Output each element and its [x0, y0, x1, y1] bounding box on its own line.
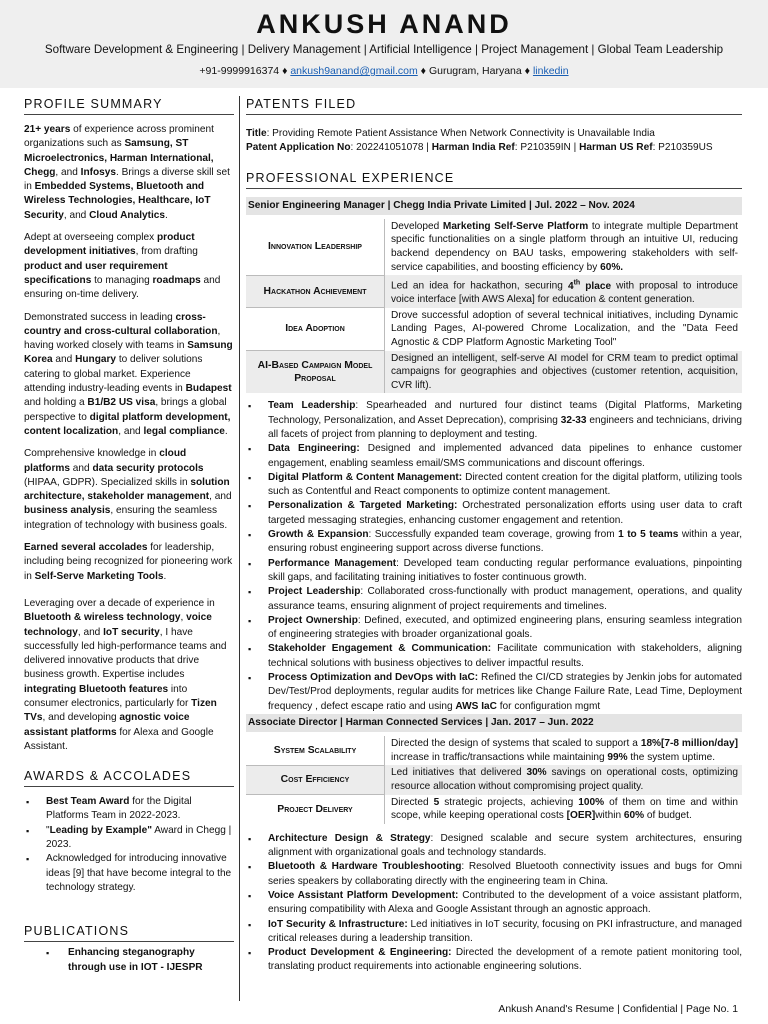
- candidate-name: ANKUSH ANAND: [256, 9, 512, 39]
- harman-highlights-table: [246, 736, 742, 824]
- profile-paragraph-5: Earned several accolades for leadership, including being recognized for pioneering work in Self-Serve Marketing Tools.: [24, 542, 233, 582]
- table-row: [246, 308, 742, 351]
- location: Gurugram, Haryana: [428, 65, 522, 77]
- profile-paragraph-6: Leveraging over a decade of experience in Bluetooth & wireless technology, voice technology, and IoT security, I have successfully led high-performance teams and delivered innovative products that drive business growth. Expertise includes integrating Bluetooth features into consumer electronics, particularly for Tizen TVs, and developing agnostic voice assistant platforms for Alexa and Google Assistant.: [24, 597, 227, 752]
- publications-heading: PUBLICATIONS: [24, 923, 234, 942]
- table-value: Developed Marketing Self-Serve Platform to integrate multiple Department specific functionalities on a single platform through an intuitive UI, reducing backend dependency on BAU tasks, empowering stakeholders with self-service capabilities, and boosting efficiency by 60%.: [385, 219, 743, 275]
- harman-bullets: [246, 832, 742, 975]
- awards-heading: AWARDS & ACCOLADES: [24, 768, 234, 787]
- job-header-harman: Associate Director | Harman Connected Services | Jan. 2017 – Jun. 2022: [246, 714, 742, 732]
- table-key: Idea Adoption: [246, 308, 385, 351]
- table-value: Led initiatives that delivered 30% savings on operational costs, optimizing resource allocation without compromising project quality.: [385, 765, 743, 794]
- patent-title-line: Title: Providing Remote Patient Assistance When Network Connectivity is Unavailable India: [246, 128, 655, 139]
- email-link[interactable]: ankush9anand@gmail.com: [290, 65, 418, 77]
- list-item: ▪ Product Development & Engineering: Directed the development of a remote patient monitoring tool, translating product requirements into actionable engineering solutions.: [246, 946, 742, 975]
- linkedin-link[interactable]: linkedin: [532, 65, 569, 77]
- list-item: ▪ Team Leadership: Spearheaded and nurtured four distinct teams (Digital Platforms, Marketing Technology, Personalization, and Asset Deprecation), comprising 32-33 engineers and technicians, driving all facets of project from planning to deployment and testing.: [246, 399, 742, 442]
- table-row: [246, 351, 742, 394]
- table-value: Led an idea for hackathon, securing 4th place with proposal to introduce voice interface [with AWS Alexa] for education & content generation.: [385, 275, 743, 308]
- job-header-chegg: Senior Engineering Manager | Chegg India Private Limited | Jul. 2022 – Nov. 2024: [246, 197, 742, 215]
- list-item: ▪ Enhancing steganography through use in IOT - IJESPR: [24, 946, 234, 975]
- table-row: [246, 795, 742, 824]
- table-key: Project Delivery: [277, 803, 353, 815]
- profile-summary-heading: PROFILE SUMMARY: [24, 96, 234, 115]
- list-item: ▪ Project Ownership: Defined, executed, and optimized engineering plans, ensuring seamless integration of engineering strategies with broader organizational goals.: [246, 614, 742, 643]
- publications-list: [24, 946, 234, 975]
- table-value: Drove successful adoption of several technical initiatives, including Dynamic Landing Pages, AI-powered Chrome Localization, and the "Data Feed Agnostic & CDP Platform Agnostic Marketing Tool": [385, 308, 743, 351]
- list-item: ▪ Stakeholder Engagement & Communication: Facilitate communication with stakeholders, aligning technical solutions with business objectives to deliver impactful results.: [246, 642, 742, 671]
- table-value: Directed the design of systems that scaled to support a 18%[7-8 million/day] increase in traffic/transactions while maintaining 99% the system uptime.: [385, 736, 743, 765]
- chegg-highlights-table: [246, 219, 742, 393]
- table-value: Designed an intelligent, self-serve AI model for CRM team to predict optimal campaigns for geographies and objectives (customer retention, acquisition, CVR lift).: [385, 351, 743, 394]
- table-key: Cost Efficiency: [246, 765, 385, 794]
- table-row: [246, 219, 742, 275]
- diamond-separator-icon: ♦: [524, 65, 531, 77]
- list-item: ▪ Bluetooth & Hardware Troubleshooting: Resolved Bluetooth connectivity issues and bugs for Omni series speakers by collaborating directly with the engineering team in China.: [246, 860, 742, 889]
- list-item: ▪ IoT Security & Infrastructure: Led initiatives in IoT security, focusing on PKI infrastructure, and managed critical releases during a leadership transition.: [246, 918, 742, 947]
- phone: +91-9999916374: [199, 65, 280, 77]
- table-row: [246, 765, 742, 794]
- table-row: [246, 275, 742, 308]
- patent-refs-line: Patent Application No: 202241051078 | Harman India Ref: P210359IN | Harman US Ref: P210359US: [246, 142, 713, 154]
- profile-paragraph-2: Adept at overseeing complex product development initiatives, from drafting product and user requirement specifications to managing roadmaps and ensuring on-time delivery.: [24, 232, 221, 301]
- diamond-separator-icon: ♦: [282, 65, 288, 77]
- patents-heading: PATENTS FILED: [246, 96, 742, 115]
- list-item: ▪ Digital Platform & Content Management: Directed content creation for the digital platform, utilizing tools such as Contentful and React components to optimize content management.: [246, 471, 742, 500]
- list-item: ▪ Best Team Award for the Digital Platforms Team in 2022-2023.: [24, 795, 234, 824]
- list-item: ▪ Voice Assistant Platform Development: Contributed to the development of a voice assistant platform, ensuring compatibility with Alexa and Google Assistant through an agnostic approach.: [246, 889, 742, 918]
- column-divider: [239, 96, 240, 1001]
- chegg-bullets: [246, 399, 742, 714]
- list-item: ▪ "Leading by Example" Award in Chegg | 2023.: [24, 824, 234, 853]
- awards-list: [24, 795, 234, 895]
- table-key: Innovation Leadership: [246, 219, 385, 275]
- contact-line: [0, 65, 768, 77]
- list-item: ▪ Process Optimization and DevOps with IaC: Refined the CI/CD strategies by Jenkin jobs for automated Dev/Test/Prod deployments, regular audits for metrices like Change Failure Rate, Lead Time, Deployment frequency , defect escape ratio and using AWS IaC for configuration mgmt: [246, 671, 742, 714]
- list-item: ▪ Growth & Expansion: Successfully expanded team coverage, growing from 1 to 5 teams within a year, ensuring robust engineering support across diverse functions.: [246, 528, 742, 557]
- resume-header: [0, 0, 768, 88]
- left-column: [24, 94, 234, 975]
- list-item: ▪ Performance Management: Developed team conducting regular performance evaluations, pinpointing skill gaps, and facilitating training initiatives to foster continuous growth.: [246, 557, 742, 586]
- table-value: Directed 5 strategic projects, achieving 100% of them on time and within scope, while keeping operational costs [OER]within 60% of budget.: [385, 795, 743, 824]
- table-key: AI-Based Campaign Model Proposal: [246, 351, 385, 394]
- profile-paragraph-4: Comprehensive knowledge in cloud platforms and data security protocols (HIPAA, GDPR). Specialized skills in solution architecture, stakeholder management, and business analysis, ensuring the seamless integration of technology with business goals.: [24, 448, 232, 531]
- list-item: ▪ Personalization & Targeted Marketing: Orchestrated personalization efforts using user data to craft targeted messaging strategies, enhancing customer engagement and retention.: [246, 499, 742, 528]
- diamond-separator-icon: ♦: [420, 65, 427, 77]
- list-item: ▪ Project Leadership: Collaborated cross-functionally with product management, operations, and quality assurance teams, ensuring alignment of project requirements and timelines.: [246, 585, 742, 614]
- list-item: ▪ Data Engineering: Designed and implemented advanced data pipelines to enhance customer engagement, enabling seamless email/SMS communications and discount offerings.: [246, 442, 742, 471]
- table-row: [246, 736, 742, 765]
- table-key: System Scalability: [246, 736, 385, 765]
- profile-paragraph-3: Demonstrated success in leading cross-country and cross-cultural collaboration, having worked closely with teams in Samsung Korea and Hungary to deliver solutions catering to global market. Experience attending industry-leading events in Budapest and holding a B1/B2 US visa, brings a global perspective to digital platform development, content localization, and legal compliance.: [24, 311, 233, 437]
- table-key: Hackathon Achievement: [246, 275, 385, 308]
- tagline: Software Development & Engineering | Delivery Management | Artificial Intelligence | Project Management | Global Team Leadership: [44, 43, 724, 56]
- list-item: ▪ Architecture Design & Strategy: Designed scalable and secure system architectures, ensuring alignment with organizational goals and technology standards.: [246, 832, 742, 861]
- list-item: ▪ Acknowledged for introducing innovative ideas [9] that have become integral to the technology strategy.: [24, 852, 234, 895]
- page-footer: Ankush Anand's Resume | Confidential | Page No. 1: [498, 1004, 738, 1015]
- profile-paragraph-1: 21+ years of experience across prominent organizations such as Samsung, ST Microelectronics, Harman International, Chegg, and Infosys. Brings a diverse skill set in Embedded Systems, Bluetooth and Wireless Technologies, Healthcare, IoT Security, and Cloud Analytics.: [24, 124, 230, 221]
- right-column: [246, 94, 742, 975]
- experience-heading: PROFESSIONAL EXPERIENCE: [246, 170, 742, 189]
